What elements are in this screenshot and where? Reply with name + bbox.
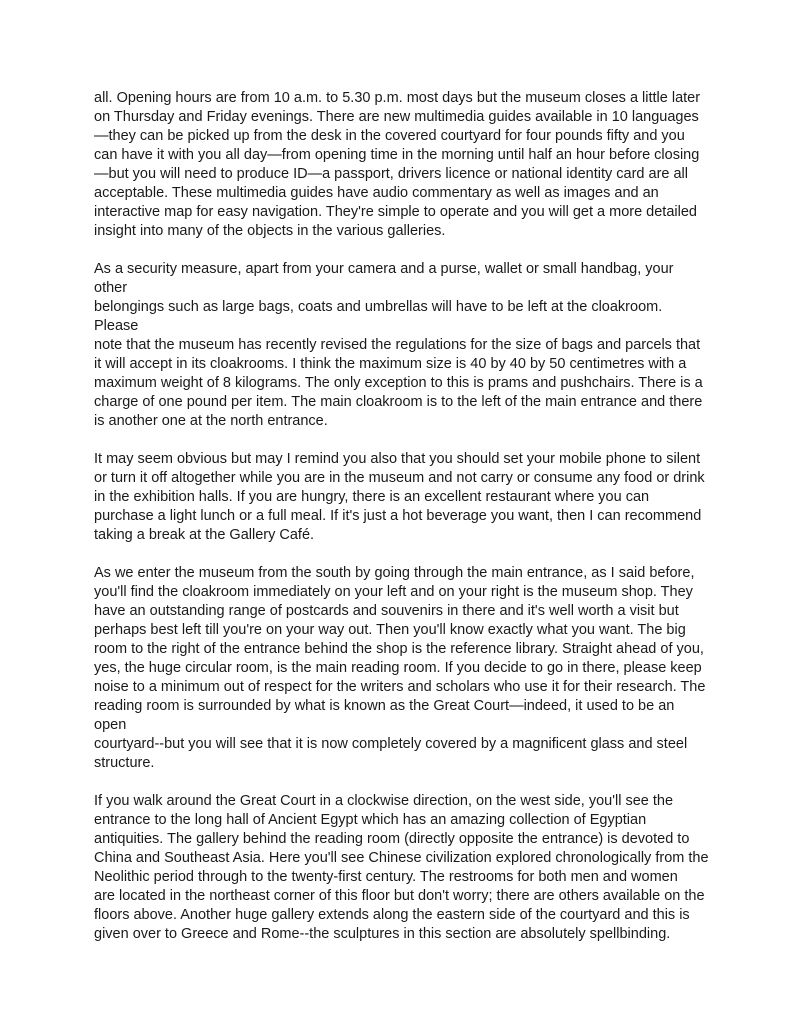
paragraph-great-court: If you walk around the Great Court in a clockwise direction, on the west side, you'll see the entrance to the long hall of Ancient Egypt which has an amazing collection of Egyptian antiquities. The gallery behind the reading room (directly opposite the entrance) is devoted to China and Southeast Asia. Here you'll see Chinese civilization explored chronologically from the Neolithic period through to the twenty-first century. The restrooms for both men and women are located in the northeast corner of this floor but don't worry; there are others available on the floors above. Another huge gallery extends along the eastern side of the courtyard and this is given over to Greece and Rome--the sculptures in this section are absolutely spellbinding. bbox=[94, 793, 709, 942]
paragraph-security-cloakroom: As a security measure, apart from your camera and a purse, wallet or small handbag, your other belongings such as large bags, coats and umbrellas will have to be left at the cloakroom. Please note that the museum has recently revised the regulations for the size of bags and parcels that it will accept in its cloakrooms. I think the maximum size is 40 by 40 by 50 centimetres with a maximum weight of 8 kilograms. The only exception to this is prams and pushchairs. There is a charge of one pound per item. The main cloakroom is to the left of the main entrance and there is another one at the north entrance. bbox=[94, 261, 703, 429]
paragraph-opening-hours: all. Opening hours are from 10 a.m. to 5.30 p.m. most days but the museum closes a little later on Thursday and Friday evenings. There are new multimedia guides available in 10 languages —they can be picked up from the desk in the covered courtyard for four pounds fifty and you can have it with you all day—from opening time in the morning until half an hour before closing —but you will need to produce ID—a passport, drivers licence or national identity card are all acceptable. These multimedia guides have audio commentary as well as images and an interactive map for easy navigation. They're simple to operate and you will get a more detailed insight into many of the objects in the various galleries. bbox=[94, 90, 701, 239]
paragraph-main-entrance: As we enter the museum from the south by going through the main entrance, as I said before, you'll find the cloakroom immediately on your left and on your right is the museum shop. They have an outstanding range of postcards and souvenirs in there and it's well worth a visit but perhaps best left till you're on your way out. Then you'll know exactly what you want. The big room to the right of the entrance behind the shop is the reference library. Straight ahead of you, yes, the huge circular room, is the main reading room. If you decide to go in there, please keep noise to a minimum out of respect for the writers and scholars who use it for their research. The reading room is surrounded by what is known as the Great Court—indeed, it used to be an open courtyard--but you will see that it is now completely covered by a magnificent glass and steel structure. bbox=[94, 565, 706, 771]
document-page bbox=[94, 89, 710, 963]
paragraph-phones-food: It may seem obvious but may I remind you also that you should set your mobile phone to silent or turn it off altogether while you are in the museum and not carry or consume any food or drink in the exhibition halls. If you are hungry, there is an excellent restaurant where you can purchase a light lunch or a full meal. If it's just a hot beverage you want, then I can recommend taking a break at the Gallery Café. bbox=[94, 451, 705, 543]
